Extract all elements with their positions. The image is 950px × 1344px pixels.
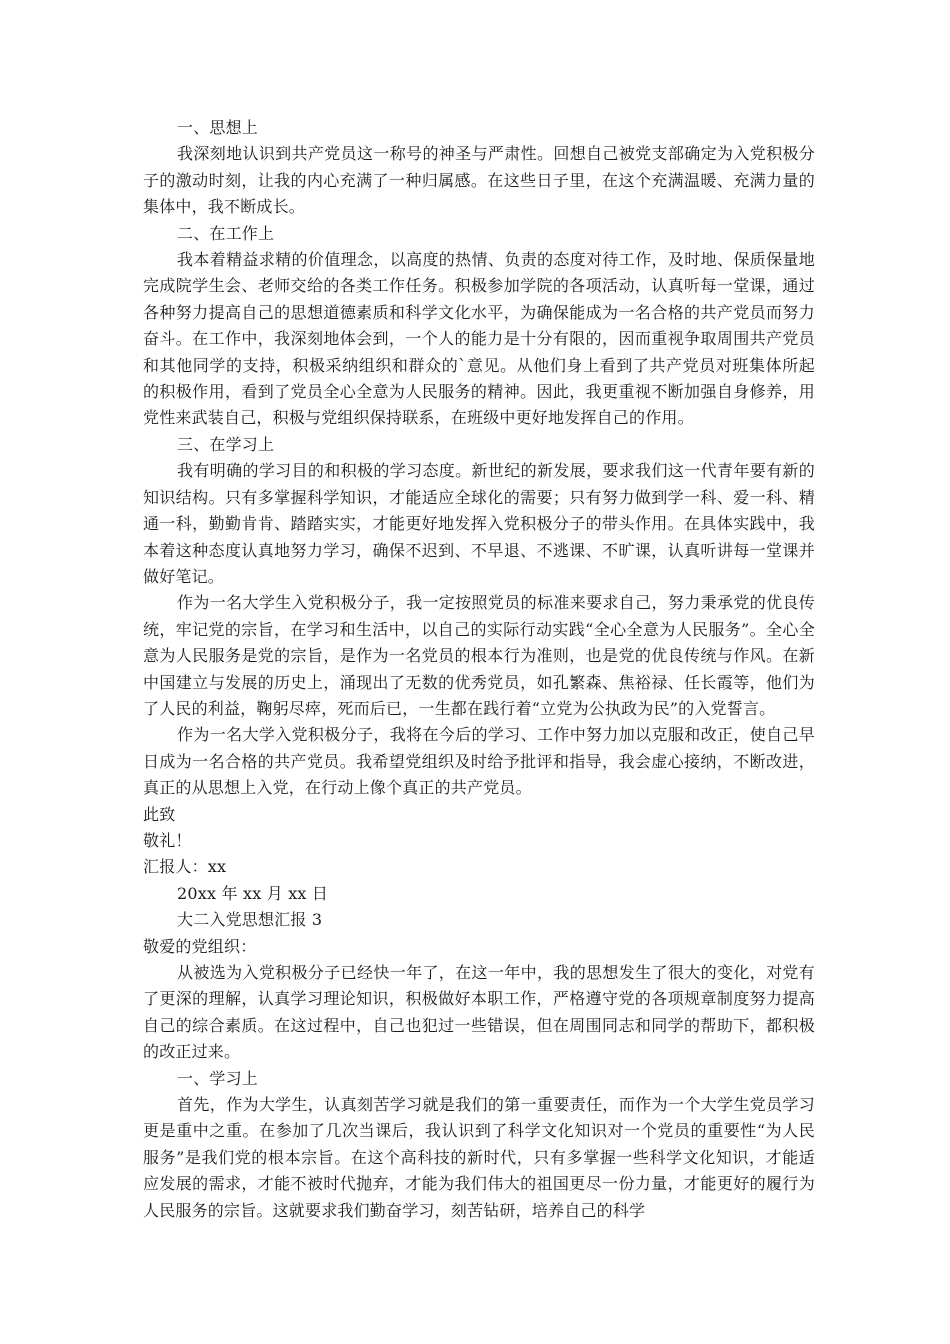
paragraph: 从被选为入党积极分子已经快一年了，在这一年中，我的思想发生了很大的变化，对党有了更深的理解，认真学习理论知识，积极做好本职工作，严格遵守党的各项规章制度努力提高自己的综合素质。在这过程中，自己也犯过一些错误，但在周围同志和同学的帮助下，都积极的改正过来。: [143, 963, 815, 1062]
paragraph: 作为一名大学生入党积极分子，我一定按照党员的标准来要求自己，努力秉承党的优良传统，牢记党的宗旨，在学习和生活中，以自己的实际行动实践“全心全意为人民服务”。全心全意为人民服务是党的宗旨，是作为一名党员的根本行为准则，也是党的优良传统与作风。在新中国建立与发展的历史上，涌现出了无数的优秀党员，如孔繁森、焦裕禄、任长霞等，他们为了人民的利益，鞠躬尽瘁，死而后已，一生都在践行着“立党为公执政为民”的入党誓言。: [143, 593, 815, 718]
closing-line: 此致: [143, 804, 176, 824]
section-heading: 一、思想上: [177, 118, 259, 137]
date-line: 20xx 年 xx 月 xx 日: [177, 883, 329, 903]
reporter-line: 汇报人：xx: [143, 857, 227, 877]
paragraph: 作为一名大学入党积极分子，我将在今后的学习、工作中努力加以克服和改正，使自己早日成为一名合格的共产党员。我希望党组织及时给予批评和指导，我会虚心接纳，不断改进，真正的从思想上入党，在行动上像个真正的共产党员。: [143, 725, 815, 798]
section-heading: 三、在学习上: [177, 434, 275, 454]
paragraph: 我本着精益求精的价值理念，以高度的热情、负责的态度对待工作，及时地、保质保量地完成院学生会、老师交给的各类工作任务。积极参加学院的各项活动，认真听每一堂课，通过各种努力提高自己的思想道德素质和科学文化水平，为确保能成为一名合格的共产党员而努力奋斗。在工作中，我深刻地体会到，一个人的能力是十分有限的，因而重视争取周围共产党员和其他同学的支持，积极采纳组织和群众的`意见。从他们身上看到了共产党员对班集体所起的积极作用，看到了党员全心全意为人民服务的精神。因此，我更重视不断加强自身修养，用党性来武装自己，积极与党组织保持联系，在班级中更好地发挥自己的作用。: [143, 250, 815, 428]
section-title: 大二入党思想汇报 3: [177, 910, 323, 930]
paragraph: 我有明确的学习目的和积极的学习态度。新世纪的新发展，要求我们这一代青年要有新的知识结构。只有多掌握科学知识，才能适应全球化的需要；只有努力做到学一科、爱一科、精通一科，勤勤肯肯、踏踏实实，才能更好地发挥入党积极分子的带头作用。在具体实践中，我本着这种态度认真地努力学习，确保不迟到、不早退、不逃课、不旷课，认真听讲每一堂课并做好笔记。: [143, 461, 815, 586]
paragraph: 首先，作为大学生，认真刻苦学习就是我们的第一重要责任，而作为一个大学生党员学习更是重中之重。在参加了几次当课后，我认识到了科学文化知识对一个党员的重要性“为人民服务”是我们党的根本宗旨。在这个高科技的新时代，只有多掌握一些科学文化知识，才能适应发展的需求，才能不被时代抛弃，才能为我们伟大的祖国更尽一份力量，才能更好的履行为人民服务的宗旨。这就要求我们勤奋学习，刻苦钻研，培养自己的科学: [143, 1095, 815, 1220]
salutation: 敬爱的党组织：: [143, 936, 257, 956]
section-heading: 一、学习上: [177, 1068, 259, 1088]
paragraph: 我深刻地认识到共产党员这一称号的神圣与严肃性。回想自己被党支部确定为入党积极分子的激动时刻，让我的内心充满了一种归属感。在这些日子里，在这个充满温暖、充满力量的集体中，我不断成长。: [143, 144, 815, 217]
closing-greeting: 敬礼！: [143, 830, 192, 850]
section-heading: 二、在工作上: [177, 223, 275, 243]
document-body: [143, 115, 815, 1224]
